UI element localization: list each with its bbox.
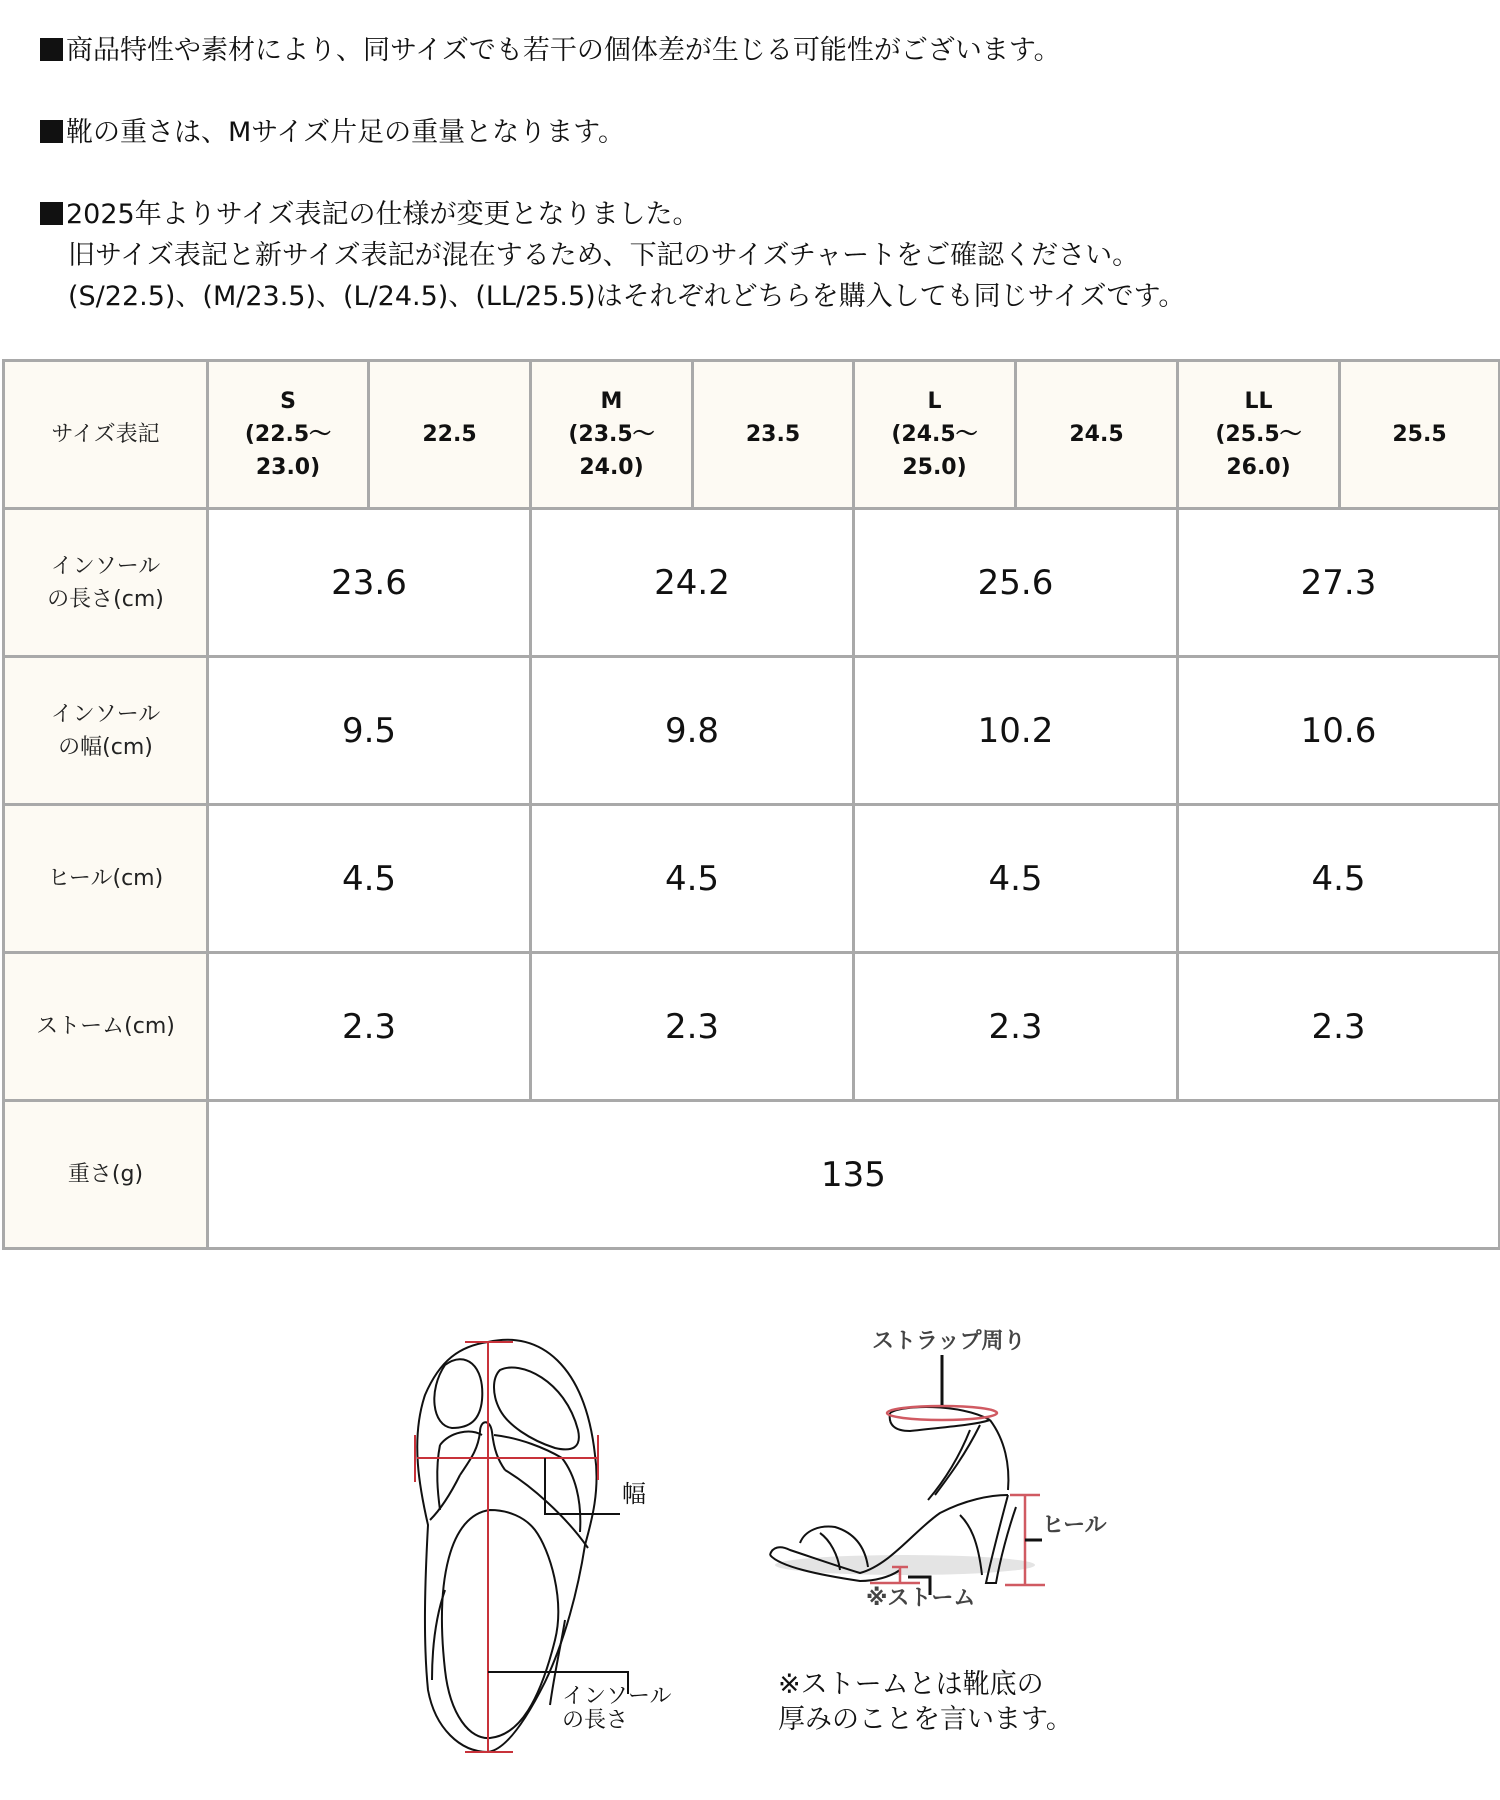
value-cell: 9.5 xyxy=(208,657,531,805)
note-individual-variance: 商品特性や素材により、同サイズでも若干の個体差が生じる可能性がございます。 xyxy=(40,30,1480,71)
note-size-change: 2025年よりサイズ表記の仕様が変更となりました。 xyxy=(40,194,1480,235)
table-row-heel xyxy=(4,805,1500,953)
note-weight: 靴の重さは、Mサイズ片足の重量となります。 xyxy=(40,112,1480,153)
square-bullet-icon xyxy=(40,38,63,61)
notes-section xyxy=(40,30,1480,317)
table-row-insole-length xyxy=(4,509,1500,657)
size-letter-l: L (24.5〜 25.0) xyxy=(854,361,1016,509)
value-cell: 2.3 xyxy=(531,953,854,1101)
strap-circumference-label: ストラップ周り xyxy=(872,1329,1026,1354)
row-label-insole-length: インソール の長さ(cm) xyxy=(4,509,208,657)
row-label-heel: ヒール(cm) xyxy=(4,805,208,953)
value-cell: 9.8 xyxy=(531,657,854,805)
sandal-diagram xyxy=(760,1315,1120,1615)
value-cell: 27.3 xyxy=(1178,509,1500,657)
note-size-equivalence: (S/22.5)、(M/23.5)、(L/24.5)、(LL/25.5)はそれぞれどちらを購入しても同じサイズです。 xyxy=(68,281,1186,312)
stom-explanation: ※ストームとは靴底の 厚みのことを言います。 xyxy=(778,1669,1073,1735)
insole-length-label: インソール の長さ xyxy=(562,1684,672,1733)
stom-label: ※ストーム xyxy=(866,1586,976,1611)
size-numeric-s: 22.5 xyxy=(369,361,531,509)
square-bullet-icon xyxy=(40,120,63,143)
table-row-weight xyxy=(4,1101,1500,1249)
value-cell: 4.5 xyxy=(854,805,1178,953)
note-size-change-detail: 旧サイズ表記と新サイズ表記が混在するため、下記のサイズチャートをご確認ください。 xyxy=(68,240,1140,271)
value-cell: 2.3 xyxy=(208,953,531,1101)
value-cell: 4.5 xyxy=(531,805,854,953)
size-numeric-m: 23.5 xyxy=(693,361,854,509)
value-cell: 2.3 xyxy=(854,953,1178,1101)
width-label: 幅 xyxy=(622,1480,646,1508)
value-cell: 4.5 xyxy=(208,805,531,953)
value-cell: 23.6 xyxy=(208,509,531,657)
row-label-insole-width: インソール の幅(cm) xyxy=(4,657,208,805)
size-numeric-l: 24.5 xyxy=(1016,361,1178,509)
size-letter-m: M (23.5〜 24.0) xyxy=(531,361,693,509)
row-label-weight: 重さ(g) xyxy=(4,1101,208,1249)
heel-label: ヒール xyxy=(1042,1513,1107,1538)
size-header-row xyxy=(4,361,1500,509)
value-cell: 24.2 xyxy=(531,509,854,657)
size-numeric-ll: 25.5 xyxy=(1340,361,1500,509)
value-cell: 2.3 xyxy=(1178,953,1500,1101)
value-cell: 4.5 xyxy=(1178,805,1500,953)
size-letter-s: S (22.5〜 23.0) xyxy=(208,361,369,509)
value-cell: 25.6 xyxy=(854,509,1178,657)
size-chart-table xyxy=(2,359,1500,1250)
value-cell: 10.2 xyxy=(854,657,1178,805)
table-row-stom xyxy=(4,953,1500,1101)
table-row-insole-width xyxy=(4,657,1500,805)
row-label-size: サイズ表記 xyxy=(4,361,208,509)
row-label-stom: ストーム(cm) xyxy=(4,953,208,1101)
size-letter-ll: LL (25.5〜 26.0) xyxy=(1178,361,1340,509)
value-cell: 10.6 xyxy=(1178,657,1500,805)
square-bullet-icon xyxy=(40,202,63,225)
value-cell-weight: 135 xyxy=(208,1101,1500,1249)
